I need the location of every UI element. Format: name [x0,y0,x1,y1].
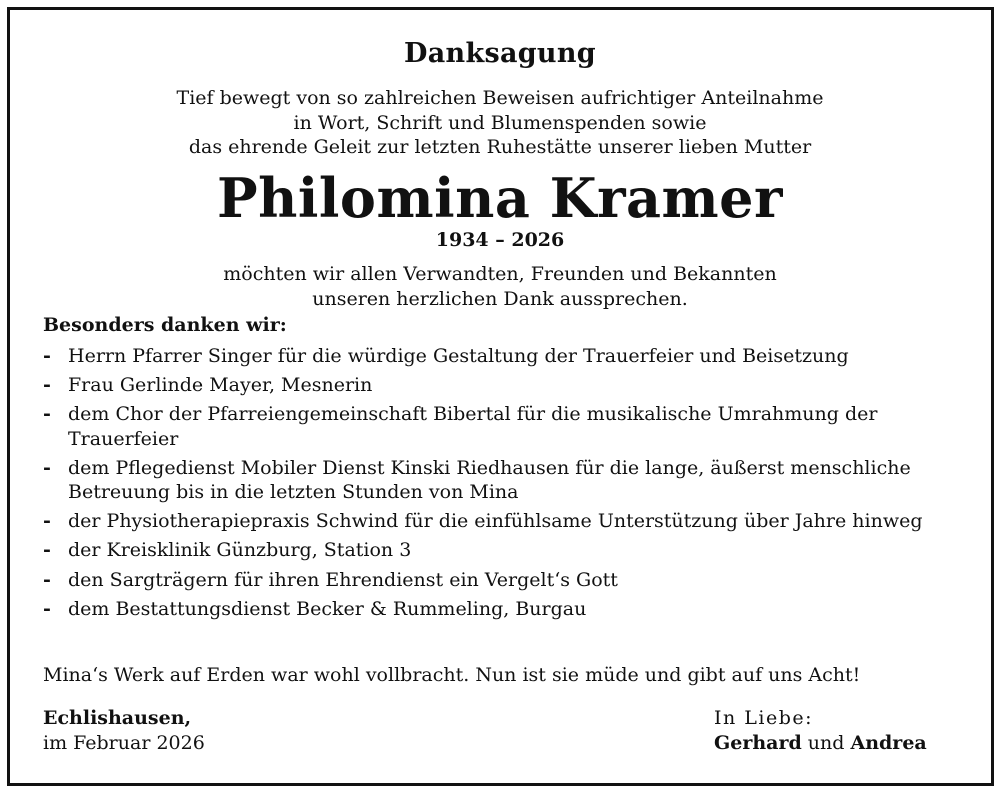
dash-bullet: - [43,374,51,397]
closing-sentence: Mina‘s Werk auf Erden war wohl vollbracht. Nun ist sie müde und gibt auf uns Acht! [43,664,861,686]
list-item [43,373,963,398]
list-item [43,509,963,534]
list-item [43,402,963,451]
dash-bullet: - [43,568,51,591]
list-item-text: dem Bestattungsdienst Becker & Rummeling, Burgau [68,597,587,620]
list-item [43,597,963,622]
thanks-line: möchten wir allen Verwandten, Freunden und Bekannten [223,263,777,285]
intro-line: Tief bewegt von so zahlreichen Beweisen aufrichtiger Anteilnahme [176,87,824,109]
thanks-line: unseren herzlichen Dank aussprechen. [312,287,688,310]
intro-text [0,86,1000,160]
list-item-text: den Sargträgern für ihren Ehrendienst ein Vergelt‘s Gott [68,568,618,591]
signature [714,731,927,756]
list-item [43,344,963,369]
life-years: 1934 – 2026 [435,229,565,251]
dash-bullet: - [43,597,51,620]
notice-title: Danksagung [404,38,596,69]
list-item-text: dem Pflegedienst Mobiler Dienst Kinski Riedhausen für die lange, äußerst menschliche Betreuung bis in die letzten Stunden von Mina [68,456,911,504]
dash-bullet: - [43,403,51,426]
intro-line: in Wort, Schrift und Blumenspenden sowie [293,111,707,134]
list-item [43,538,963,563]
date-line: im Februar 2026 [43,732,205,754]
special-thanks-list [43,344,963,626]
list-item-text: der Physiotherapiepraxis Schwind für die einfühlsame Unterstützung über Jahre hinweg [68,510,923,533]
place-name: Echlishausen, [43,707,192,729]
dash-bullet: - [43,456,51,479]
dash-bullet: - [43,510,51,533]
deceased-name: Philomina Kramer [217,166,783,230]
signer-name: Andrea [850,732,927,754]
list-item [43,456,963,505]
intro-line: das ehrende Geleit zur letzten Ruhestätte unserer lieben Mutter [188,136,812,158]
list-item-text: Frau Gerlinde Mayer, Mesnerin [68,374,373,397]
list-item-text: dem Chor der Pfarreiengemeinschaft Bibertal für die musikalische Umrahmung der Trauerfeier [68,403,878,450]
signer-name: Gerhard [714,732,802,754]
signer-connector: und [801,732,851,754]
thanks-text [0,262,1000,311]
dash-bullet: - [43,345,51,367]
dash-bullet: - [43,539,51,562]
in-love-label: In Liebe: [714,707,814,729]
list-item-text: der Kreisklinik Günzburg, Station 3 [68,539,412,562]
special-thanks-heading: Besonders danken wir: [43,314,287,336]
list-item [43,568,963,593]
list-item-text: Herrn Pfarrer Singer für die würdige Gestaltung der Trauerfeier und Beisetzung [68,345,849,367]
